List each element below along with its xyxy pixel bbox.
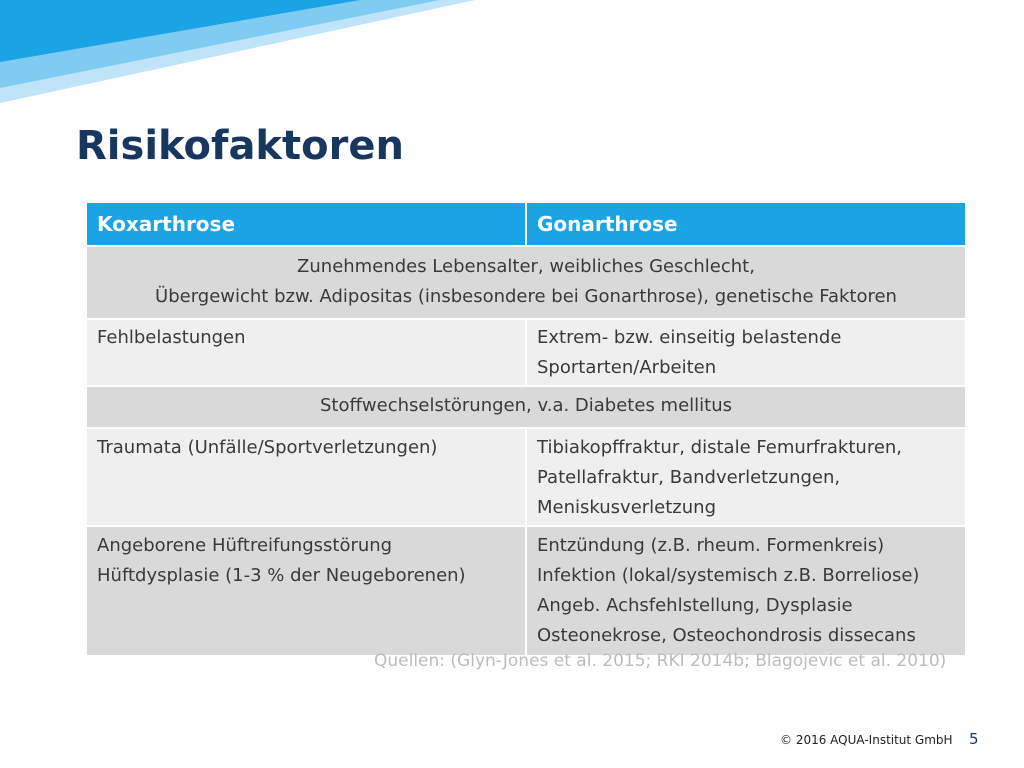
header-gonarthrose: Gonarthrose (526, 203, 965, 246)
koxarthrose-cell (87, 428, 526, 526)
risk-factor-table (87, 203, 965, 655)
koxarthrose-cell (87, 526, 526, 655)
table-row (87, 428, 965, 526)
cell-line: Patellafraktur, Bandverletzungen, (537, 467, 841, 488)
table-row (87, 319, 965, 386)
cell-line: Hüftdysplasie (1-3 % der Neugeborenen) (97, 565, 466, 586)
table-header-row (87, 203, 965, 246)
cell-line: Zunehmendes Lebensalter, weibliches Geschlecht, (297, 256, 755, 277)
cell-line: Übergewicht bzw. Adipositas (insbesondere bei Gonarthrose), genetische Faktoren (155, 286, 897, 307)
header-decoration (0, 0, 480, 110)
cell-line: Stoffwechselstörungen, v.a. Diabetes mellitus (320, 395, 732, 416)
cell-line: Meniskusverletzung (537, 497, 716, 518)
gonarthrose-cell (526, 319, 965, 386)
cell-line: Entzündung (z.B. rheum. Formenkreis) (537, 535, 885, 556)
cell-line: Traumata (Unfälle/Sportverletzungen) (97, 437, 438, 458)
cell-line: Extrem- bzw. einseitig belastende (537, 327, 842, 348)
gonarthrose-cell (526, 428, 965, 526)
cell-line: Tibiakopffraktur, distale Femurfrakturen, (537, 437, 903, 458)
koxarthrose-cell (87, 319, 526, 386)
table-row (87, 246, 965, 319)
source-citation: Quellen: (Glyn-Jones et al. 2015; RKI 2014b; Blagojevic et al. 2010) (374, 651, 947, 671)
cell-line: Fehlbelastungen (97, 327, 246, 348)
copyright-notice: © 2016 AQUA-Institut GmbH (780, 733, 953, 747)
cell-line: Osteonekrose, Osteochondrosis dissecans (537, 625, 916, 646)
cell-line: Angeb. Achsfehlstellung, Dysplasie (537, 595, 853, 616)
cell-line: Infektion (lokal/systemisch z.B. Borreliose) (537, 565, 920, 586)
page-number: 5 (969, 730, 979, 748)
gonarthrose-cell (526, 526, 965, 655)
header-koxarthrose: Koxarthrose (87, 203, 526, 246)
table-row (87, 526, 965, 655)
page-title: Risikofaktoren (76, 123, 404, 169)
shared-metabolic-cell (87, 386, 965, 428)
table-row (87, 386, 965, 428)
cell-line: Sportarten/Arbeiten (537, 357, 717, 378)
cell-line: Angeborene Hüftreifungsstörung (97, 535, 393, 556)
shared-factors-cell (87, 246, 965, 319)
